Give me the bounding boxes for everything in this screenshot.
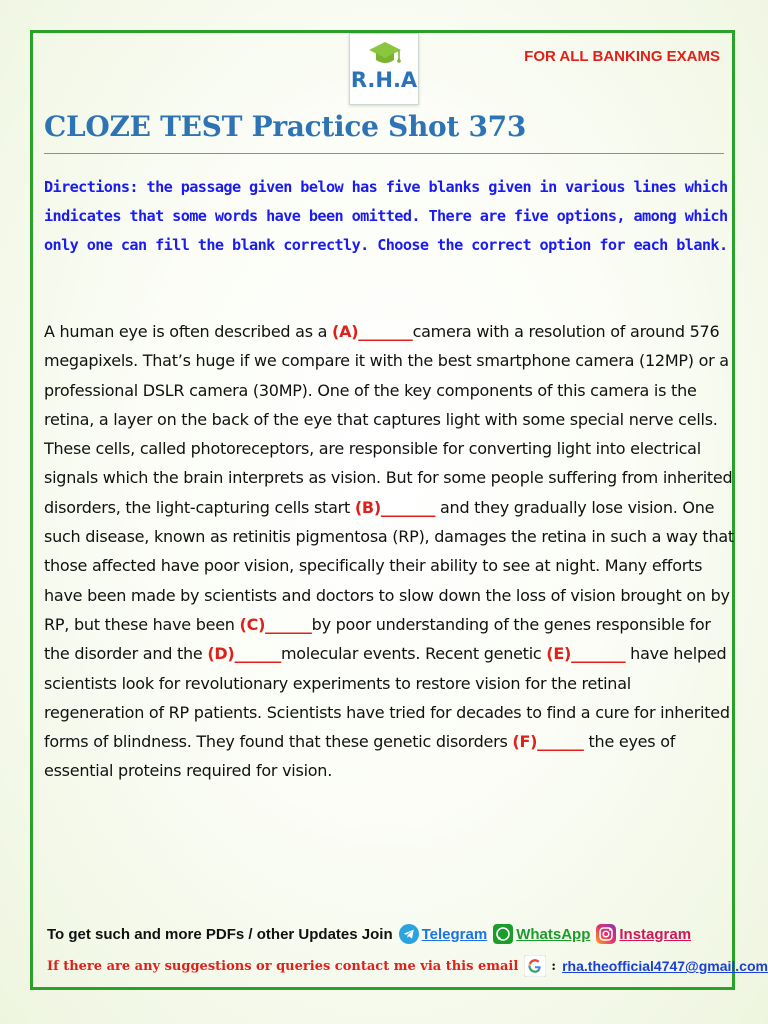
email-link[interactable]: rha.theofficial4747@gmail.com (562, 958, 768, 974)
passage (44, 317, 734, 786)
page-title: CLOZE TEST Practice Shot 373 (44, 110, 527, 143)
passage-text: camera with a resolution of around 576 megapixels. That’s huge if we compare it with the best smartphone camera (12MP) or a professional DSLR camera (30MP). One of the key components of this camera is the retina, a layer on the back of the eye that captures light with some special nerve cells. These cells, called photoreceptors, are responsible for converting light into electrical signals which the brain interprets as vision. But for some people suffering from inherited disorders, the light-capturing cells start (44, 322, 733, 517)
passage-text: by poor understanding of the genes responsible for the disorder and the (44, 614, 711, 664)
logo-text: R.H.A (350, 68, 418, 92)
directions-text: Directions: the passage given below has five blanks given in various lines which indicates that some words have been omitted. There are five options, among which only one can fill the blank correctly. Choose the correct option for each blank. (44, 178, 728, 254)
passage-text: have helped scientists look for revolutionary experiments to restore vision for the retinal regeneration of RP patients. Scientists have tried for decades to find a cure for inherited forms of blindness. They found that these genetic disorders (44, 644, 730, 752)
passage-text: A human eye is often described as a (44, 322, 333, 341)
rha-logo (349, 33, 419, 105)
instagram-link[interactable]: Instagram (619, 925, 692, 943)
blank-a: (A)_______ (332, 322, 413, 341)
whatsapp-link[interactable]: WhatsApp (516, 925, 591, 943)
passage-text: the eyes of essential proteins required for vision. (44, 732, 676, 781)
title-divider (44, 153, 724, 154)
passage-text: and they gradually lose vision. One such disease, known as retinitis pigmentosa (RP), damages the retina in such a way that those affected have poor vision, specifically their ability to see at night. Many efforts have been made by scientists and doctors to slow down the loss of vision brought on by RP, but these have been (44, 497, 734, 634)
blank-c: (C)______ (239, 614, 312, 634)
blank-f: (F)______ (512, 732, 584, 752)
social-links (47, 924, 691, 944)
contact-line (47, 955, 768, 977)
tagline: FOR ALL BANKING EXAMS (524, 48, 720, 65)
join-text: To get such and more PDFs / other Updates Join (47, 925, 393, 943)
blank-b: (B)_______ (354, 497, 436, 517)
contact-text: If there are any suggestions or queries contact me via this email (47, 958, 519, 974)
instagram-icon[interactable] (596, 924, 616, 944)
graduation-cap-icon (367, 40, 403, 68)
blank-d: (D)______ (207, 644, 281, 664)
blank-e: (E)_______ (546, 644, 626, 664)
telegram-icon[interactable] (399, 924, 419, 944)
colon: : (551, 958, 557, 974)
whatsapp-icon[interactable] (493, 924, 513, 944)
passage-text: molecular events. Recent genetic (280, 644, 547, 664)
telegram-link[interactable]: Telegram (421, 925, 488, 943)
google-icon (524, 955, 546, 977)
